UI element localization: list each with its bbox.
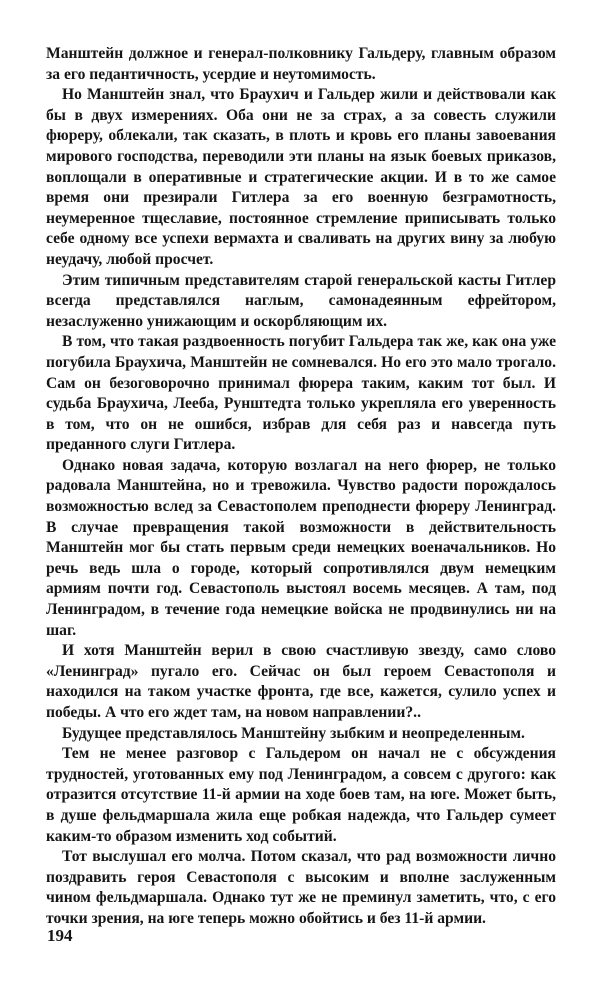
paragraph-1: Манштейн должное и генерал-полковнику Гальдеру, главным образом за его педантичность, усердие и неутомимость. bbox=[46, 45, 556, 83]
page-body bbox=[46, 44, 556, 930]
paragraph-6: И хотя Манштейн верил в свою счастливую звезду, само слово «Ленинград» пугало его. Сейчас он был героем Севастополя и находился на таком участке фронта, где все, кажется, сулило успех и победы. А что его ждет там, на новом направлении?.. bbox=[46, 642, 556, 721]
page-number: 194 bbox=[47, 926, 73, 945]
paragraph-2: Но Манштейн знал, что Браухич и Гальдер жили и действовали как бы в двух измерениях. Оба они не за страх, а за совесть служили фюреру, облекали, так сказать, в плоть и кровь его планы завоевания мирового господства, переводили эти планы на язык боевых приказов, воплощали в оперативные и стратегические акции. И в то же самое время они презирали Гитлера за его военную безграмотность, неумеренное тщеславие, постоянное стремление приписывать только себе одному все успехи вермахта и сваливать на других вину за любую неудачу, любой просчет. bbox=[46, 86, 556, 268]
paragraph-4: В том, что такая раздвоенность погубит Гальдера так же, как она уже погубила Браухича, Манштейн не сомневался. Но его это мало трогало. Сам он безоговорочно принимал фюрера таким, каким тот был. И судьба Браухича, Лееба, Рунштедта только укрепляла его уверенность в том, что он не ошибся, избрав для себя раз и навсегда путь преданного слуги Гитлера. bbox=[46, 333, 556, 454]
paragraph-9: Тот выслушал его молча. Потом сказал, что рад возможности лично поздравить героя Севастополя с высоким и вполне заслуженным чином фельдмаршала. Однако тут же не преминул заметить, что, с его точки зрения, на юге теперь можно обойтись и без 11-й армии. bbox=[46, 848, 556, 927]
paragraph-3: Этим типичным представителям старой генеральской касты Гитлер всегда представлялся наглым, самонадеянным ефрейтором, незаслуженно унижающим и оскорбляющим их. bbox=[46, 271, 556, 330]
paragraph-5: Однако новая задача, которую возлагал на него фюрер, не только радовала Манштейна, но и тревожила. Чувство радости порождалось возможностью вслед за Севастополем преподнести фюреру Ленинград. В случае превращения такой возможности в действительность Манштейн мог бы стать первым среди немецких военачальников. Но речь ведь шла о городе, который сопротивлялся двум немецким армиям почти год. Севастополь выстоял восемь месяцев. А там, под Ленинградом, в течение года немецкие войска не продвинулись ни на шаг. bbox=[46, 456, 556, 639]
paragraph-7: Будущее представлялось Манштейну зыбким и неопределенным. bbox=[62, 724, 525, 742]
paragraph-8: Тем не менее разговор с Гальдером он начал не с обсуждения трудностей, уготованных ему под Ленинградом, а совсем с другого: как отразится отсутствие 11-й армии на ходе боев там, на юге. Может быть, в душе фельдмаршала жила еще робкая надежда, что Гальдер сумеет каким-то образом изменить ход событий. bbox=[46, 745, 556, 845]
